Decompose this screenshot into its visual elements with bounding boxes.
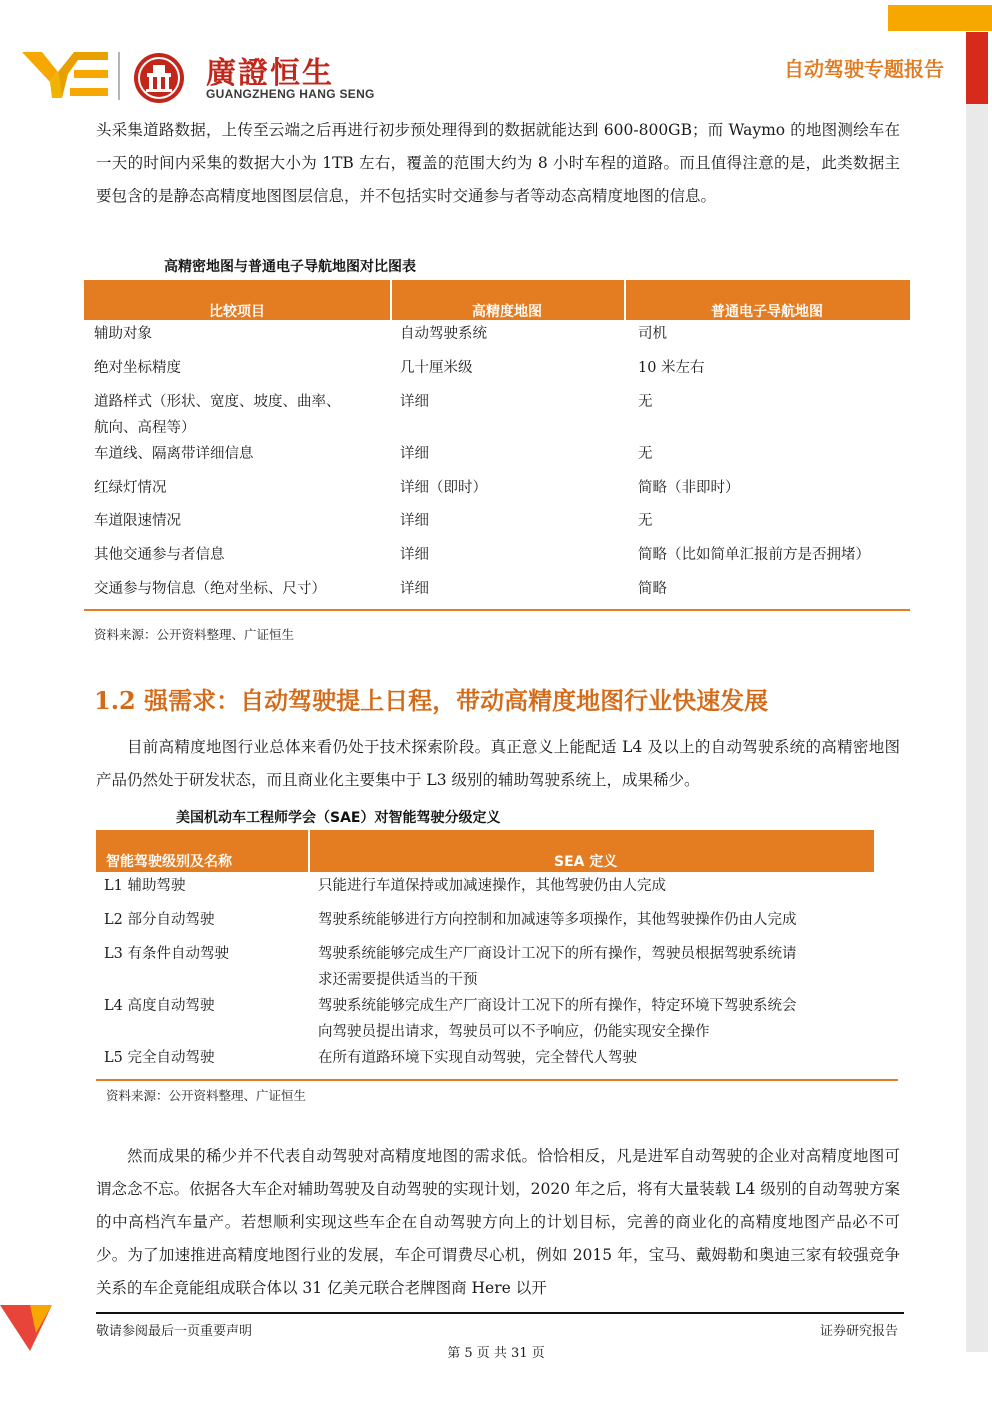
table1-header-cell: 普通电子导航地图	[711, 304, 823, 320]
table1-cell: 航向、高程等）	[94, 420, 196, 436]
logo-divider	[118, 52, 120, 100]
table1-caption: 高精密地图与普通电子导航地图对比图表	[164, 259, 416, 275]
table2-cell: L2 部分自动驾驶	[104, 912, 215, 928]
table1-cell: 无	[638, 513, 653, 529]
table1-cell: 简略（比如简单汇报前方是否拥堵）	[638, 547, 870, 563]
table2-header	[96, 830, 874, 872]
table1-cell: 道路样式（形状、宽度、坡度、曲率、	[94, 394, 341, 410]
table1-cell: 简略	[638, 581, 667, 597]
table2-cell: L3 有条件自动驾驶	[104, 946, 229, 962]
section-title: 1.2 强需求：自动驾驶提上日程，带动高精度地图行业快速发展	[94, 686, 769, 715]
intro-paragraph: 头采集道路数据，上传至云端之后再进行初步预处理得到的数据就能达到 600-800GB；而 Waymo 的地图测绘车在一天的时间内采集的数据大小为 1TB 左右，覆盖的范围大约为 8 小时车程的道路。而且值得注意的是，此类数据主要包含的是静态高精度地图图层信息，并不包括实时交通参与者等动态高精度地图的信息。	[96, 121, 900, 205]
table1-bottom-rule	[84, 609, 910, 611]
table2-cell: 向驾驶员提出请求，驾驶员可以不予响应，仍能实现安全操作	[318, 1024, 710, 1040]
footer-disclaimer: 敬请参阅最后一页重要声明	[96, 1324, 253, 1339]
table1-cell: 详细	[400, 394, 429, 410]
table2-cell: L5 完全自动驾驶	[104, 1050, 215, 1066]
table1-cell: 几十厘米级	[400, 360, 473, 376]
footer-rule	[96, 1312, 904, 1314]
table1-cell: 绝对坐标精度	[94, 360, 181, 376]
table1-header-cell: 高精度地图	[472, 304, 542, 320]
table2-cell: 只能进行车道保持或加减速操作，其他驾驶仍由人完成	[318, 878, 666, 894]
table2-cell: 求还需要提供适当的干预	[318, 972, 478, 988]
table1-cell: 辅助对象	[94, 326, 152, 342]
table2-source: 资料来源：公开资料整理、广证恒生	[106, 1088, 307, 1103]
brand-name-cn: 廣證恒生	[206, 56, 334, 91]
table1-header-cell: 比较项目	[209, 304, 265, 320]
table1-cell: 红绿灯情况	[94, 480, 167, 496]
hang-seng-emblem-icon	[132, 51, 186, 105]
table2-cell: L1 辅助驾驶	[104, 878, 186, 894]
table1-cell: 无	[638, 446, 653, 462]
table1-cell: 简略（非即时）	[638, 480, 740, 496]
table2-header-cell: 智能驾驶级别及名称	[106, 854, 232, 870]
section-paragraph: 目前高精度地图行业总体来看仍处于技术探索阶段。真正意义上能配适 L4 及以上的自动驾驶系统的高精密地图产品仍然处于研发状态，而且商业化主要集中于 L3 级别的辅助驾驶系统上，成果稀少。	[96, 738, 900, 789]
table2-cell: L4 高度自动驾驶	[104, 998, 215, 1014]
table2-cell: 驾驶系统能够进行方向控制和加减速等多项操作，其他驾驶操作仍由人完成	[318, 912, 797, 928]
table1-cell: 其他交通参与者信息	[94, 547, 225, 563]
table1-cell: 详细	[400, 513, 429, 529]
header-red-bar	[966, 32, 988, 104]
report-title: 自动驾驶专题报告	[784, 57, 944, 81]
table1-source: 资料来源：公开资料整理、广证恒生	[94, 627, 295, 642]
table1-cell: 详细	[400, 547, 429, 563]
table2-cell: 驾驶系统能够完成生产厂商设计工况下的所有操作，驾驶员根据驾驶系统请	[318, 946, 797, 962]
table1-header	[84, 280, 910, 320]
table1-cell: 交通参与物信息（绝对坐标、尺寸）	[94, 581, 326, 597]
ye-logo-icon	[22, 52, 108, 98]
table1-cell: 车道限速情况	[94, 513, 181, 529]
table1-cell: 无	[638, 394, 653, 410]
table1-cell: 自动驾驶系统	[400, 326, 487, 342]
footer-report-type: 证券研究报告	[819, 1324, 898, 1339]
right-margin-bar	[966, 104, 988, 1352]
page-number: 第 5 页 共 31 页	[447, 1346, 545, 1361]
table1-cell: 详细（即时）	[400, 480, 487, 496]
table1-cell: 车道线、隔离带详细信息	[94, 446, 254, 462]
brand-name-en: GUANGZHENG HANG SENG	[206, 87, 375, 101]
table2-bottom-rule	[96, 1079, 898, 1081]
table1-cell: 10 米左右	[638, 360, 705, 376]
header-accent-bar	[888, 5, 992, 31]
table2-header-cell: SEA 定义	[554, 854, 618, 870]
table1-cell: 详细	[400, 581, 429, 597]
table2-caption: 美国机动车工程师学会（SAE）对智能驾驶分级定义	[176, 810, 501, 826]
table2-cell: 驾驶系统能够完成生产厂商设计工况下的所有操作，特定环境下驾驶系统会	[318, 998, 797, 1014]
table1-cell: 详细	[400, 446, 429, 462]
table2-cell: 在所有道路环境下实现自动驾驶，完全替代人驾驶	[318, 1050, 637, 1066]
table1-cell: 司机	[638, 326, 667, 342]
closing-paragraph: 然而成果的稀少并不代表自动驾驶对高精度地图的需求低。恰恰相反，凡是进军自动驾驶的企业对高精度地图可谓念念不忘。依据各大车企对辅助驾驶及自动驾驶的实现计划，2020 年之后，将有大量装载 L4 级别的自动驾驶方案的中高档汽车量产。若想顺利实现这些车企在自动驾驶方向上的计划目标，完善的商业化的高精度地图产品必不可少。为了加速推进高精度地图行业的发展，车企可谓费尽心机，例如 2015 年，宝马、戴姆勒和奥迪三家有较强竞争关系的车企竟能组成联合体以 31 亿美元联合老牌图商 Here 以开	[96, 1147, 900, 1297]
